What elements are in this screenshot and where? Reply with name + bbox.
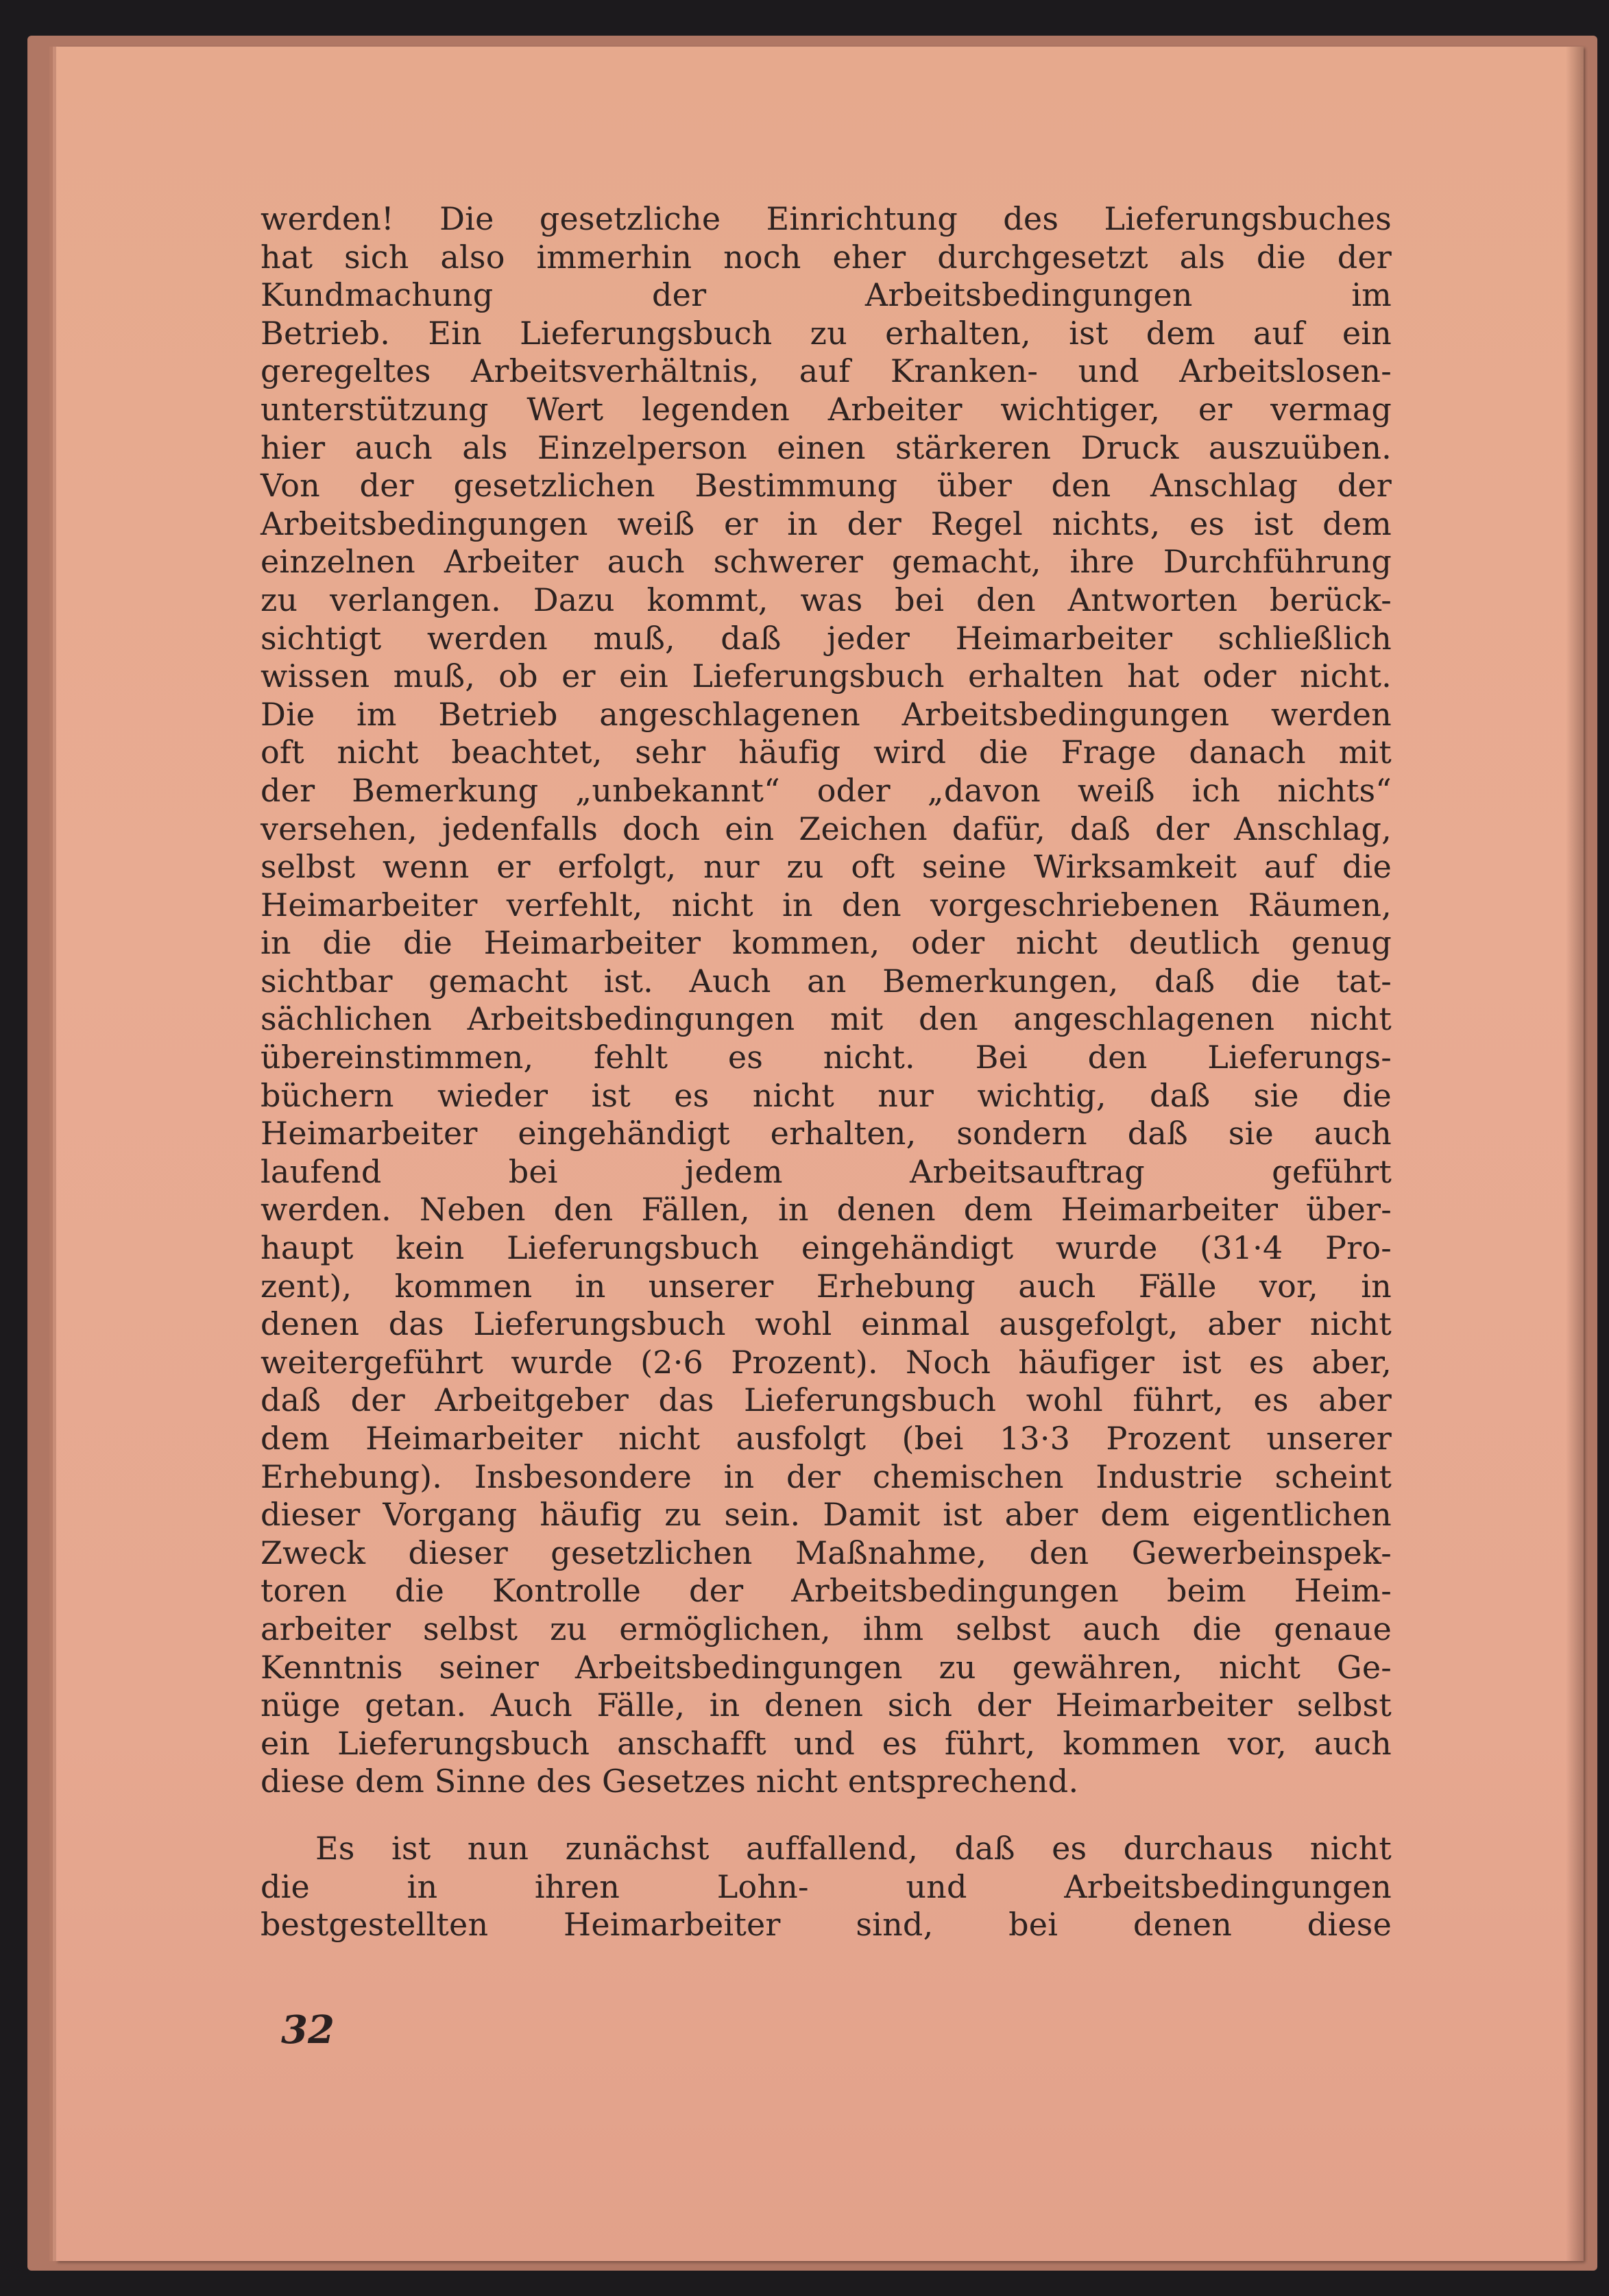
text-line: laufend bei jedem Arbeitsauftrag geführt [261,1152,1392,1190]
text-line: der Bemerkung „unbekannt“ oder „davon weiß ich nichts“ [261,771,1392,809]
text-line: dem Heimarbeiter nicht ausfolgt (bei 13·3 Prozent unserer [261,1420,1392,1457]
text-line: Betrieb. Ein Lieferungsbuch zu erhalten, ist dem auf ein [261,314,1392,352]
text-line: Heimarbeiter verfehlt, nicht in den vorgeschriebenen Räumen, [261,886,1392,923]
paragraph-1 [261,200,1392,1801]
text-line: toren die Kontrolle der Arbeitsbedingungen beim Heim- [261,1572,1392,1610]
text-line: weitergeführt wurde (2·6 Prozent). Noch häufiger ist es aber, [261,1343,1392,1381]
text-line: einzelnen Arbeiter auch schwerer gemacht, ihre Durchführung [261,543,1392,581]
text-line: die in ihren Lohn- und Arbeitsbedingungen [261,1868,1392,1905]
text-line: Heimarbeiter eingehändigt erhalten, sondern daß sie auch [261,1115,1392,1152]
text-line: Es ist nun zunächst auffallend, daß es durchaus nicht [315,1829,1392,1867]
text-line: versehen, jedenfalls doch ein Zeichen dafür, daß der Anschlag, [261,810,1392,847]
text-line: bestgestellten Heimarbeiter sind, bei denen diese [261,1906,1392,1944]
text-line: geregeltes Arbeitsverhältnis, auf Kranken- und Arbeitslosen- [261,352,1392,390]
text-line: hat sich also immerhin noch eher durchgesetzt als die der [261,238,1392,276]
text-line: Von der gesetzlichen Bestimmung über den Anschlag der [261,467,1392,505]
text-line: Kenntnis seiner Arbeitsbedingungen zu gewähren, nicht Ge- [261,1648,1392,1686]
text-line: ein Lieferungsbuch anschafft und es führt, kommen vor, auch [261,1724,1392,1762]
text-line: selbst wenn er erfolgt, nur zu oft seine Wirksamkeit auf die [261,848,1392,886]
text-line: dieser Vorgang häufig zu sein. Damit ist aber dem eigentlichen [261,1496,1392,1534]
paragraph-2 [261,1830,1392,1944]
body-text [261,200,1392,1944]
text-line: Erhebung). Insbesondere in der chemischen Industrie scheint [261,1458,1392,1495]
text-line: arbeiter selbst zu ermöglichen, ihm selbst auch die genaue [261,1610,1392,1647]
text-line: in die die Heimarbeiter kommen, oder nicht deutlich genug [261,924,1392,962]
text-line: Kundmachung der Arbeitsbedingungen im [261,276,1392,314]
text-line: Zweck dieser gesetzlichen Maßnahme, den Gewerbeinspek- [261,1534,1392,1571]
text-line: Die im Betrieb angeschlagenen Arbeitsbedingungen werden [261,695,1392,733]
text-line: wissen muß, ob er ein Lieferungsbuch erhalten hat oder nicht. [261,657,1392,695]
text-line: werden! Die gesetzliche Einrichtung des Lieferungsbuches [261,200,1392,237]
text-line: übereinstimmen, fehlt es nicht. Bei den Lieferungs- [261,1039,1392,1076]
text-line: werden. Neben den Fällen, in denen dem Heimarbeiter über- [261,1191,1392,1229]
text-line: zu verlangen. Dazu kommt, was bei den Antworten berück- [261,581,1392,618]
text-line: haupt kein Lieferungsbuch eingehändigt wurde (31·4 Pro- [261,1229,1392,1267]
text-line: sichtigt werden muß, daß jeder Heimarbeiter schließlich [261,619,1392,657]
text-line: sächlichen Arbeitsbedingungen mit den angeschlagenen nicht [261,1000,1392,1038]
text-line: zent), kommen in unserer Erhebung auch Fälle vor, in [261,1267,1392,1305]
text-line: sichtbar gemacht ist. Auch an Bemerkungen, daß die tat- [261,962,1392,1000]
text-line: nüge getan. Auch Fälle, in denen sich der Heimarbeiter selbst [261,1687,1392,1724]
text-line: büchern wieder ist es nicht nur wichtig, daß sie die [261,1076,1392,1114]
text-line: oft nicht beachtet, sehr häufig wird die Frage danach mit [261,734,1392,771]
text-line: Arbeitsbedingungen weiß er in der Regel nichts, es ist dem [261,505,1392,542]
text-line: hier auch als Einzelperson einen stärkeren Druck auszuüben. [261,428,1392,466]
page-edge-shadow [1566,47,1584,2261]
text-line: unterstützung Wert legenden Arbeiter wichtiger, er vermag [261,390,1392,428]
text-line: diese dem Sinne des Gesetzes nicht entsprechend. [261,1763,1079,1800]
text-line: denen das Lieferungsbuch wohl einmal ausgefolgt, aber nicht [261,1305,1392,1343]
text-line: daß der Arbeitgeber das Lieferungsbuch wohl führt, es aber [261,1381,1392,1419]
page-number: 32 [281,2007,335,2053]
